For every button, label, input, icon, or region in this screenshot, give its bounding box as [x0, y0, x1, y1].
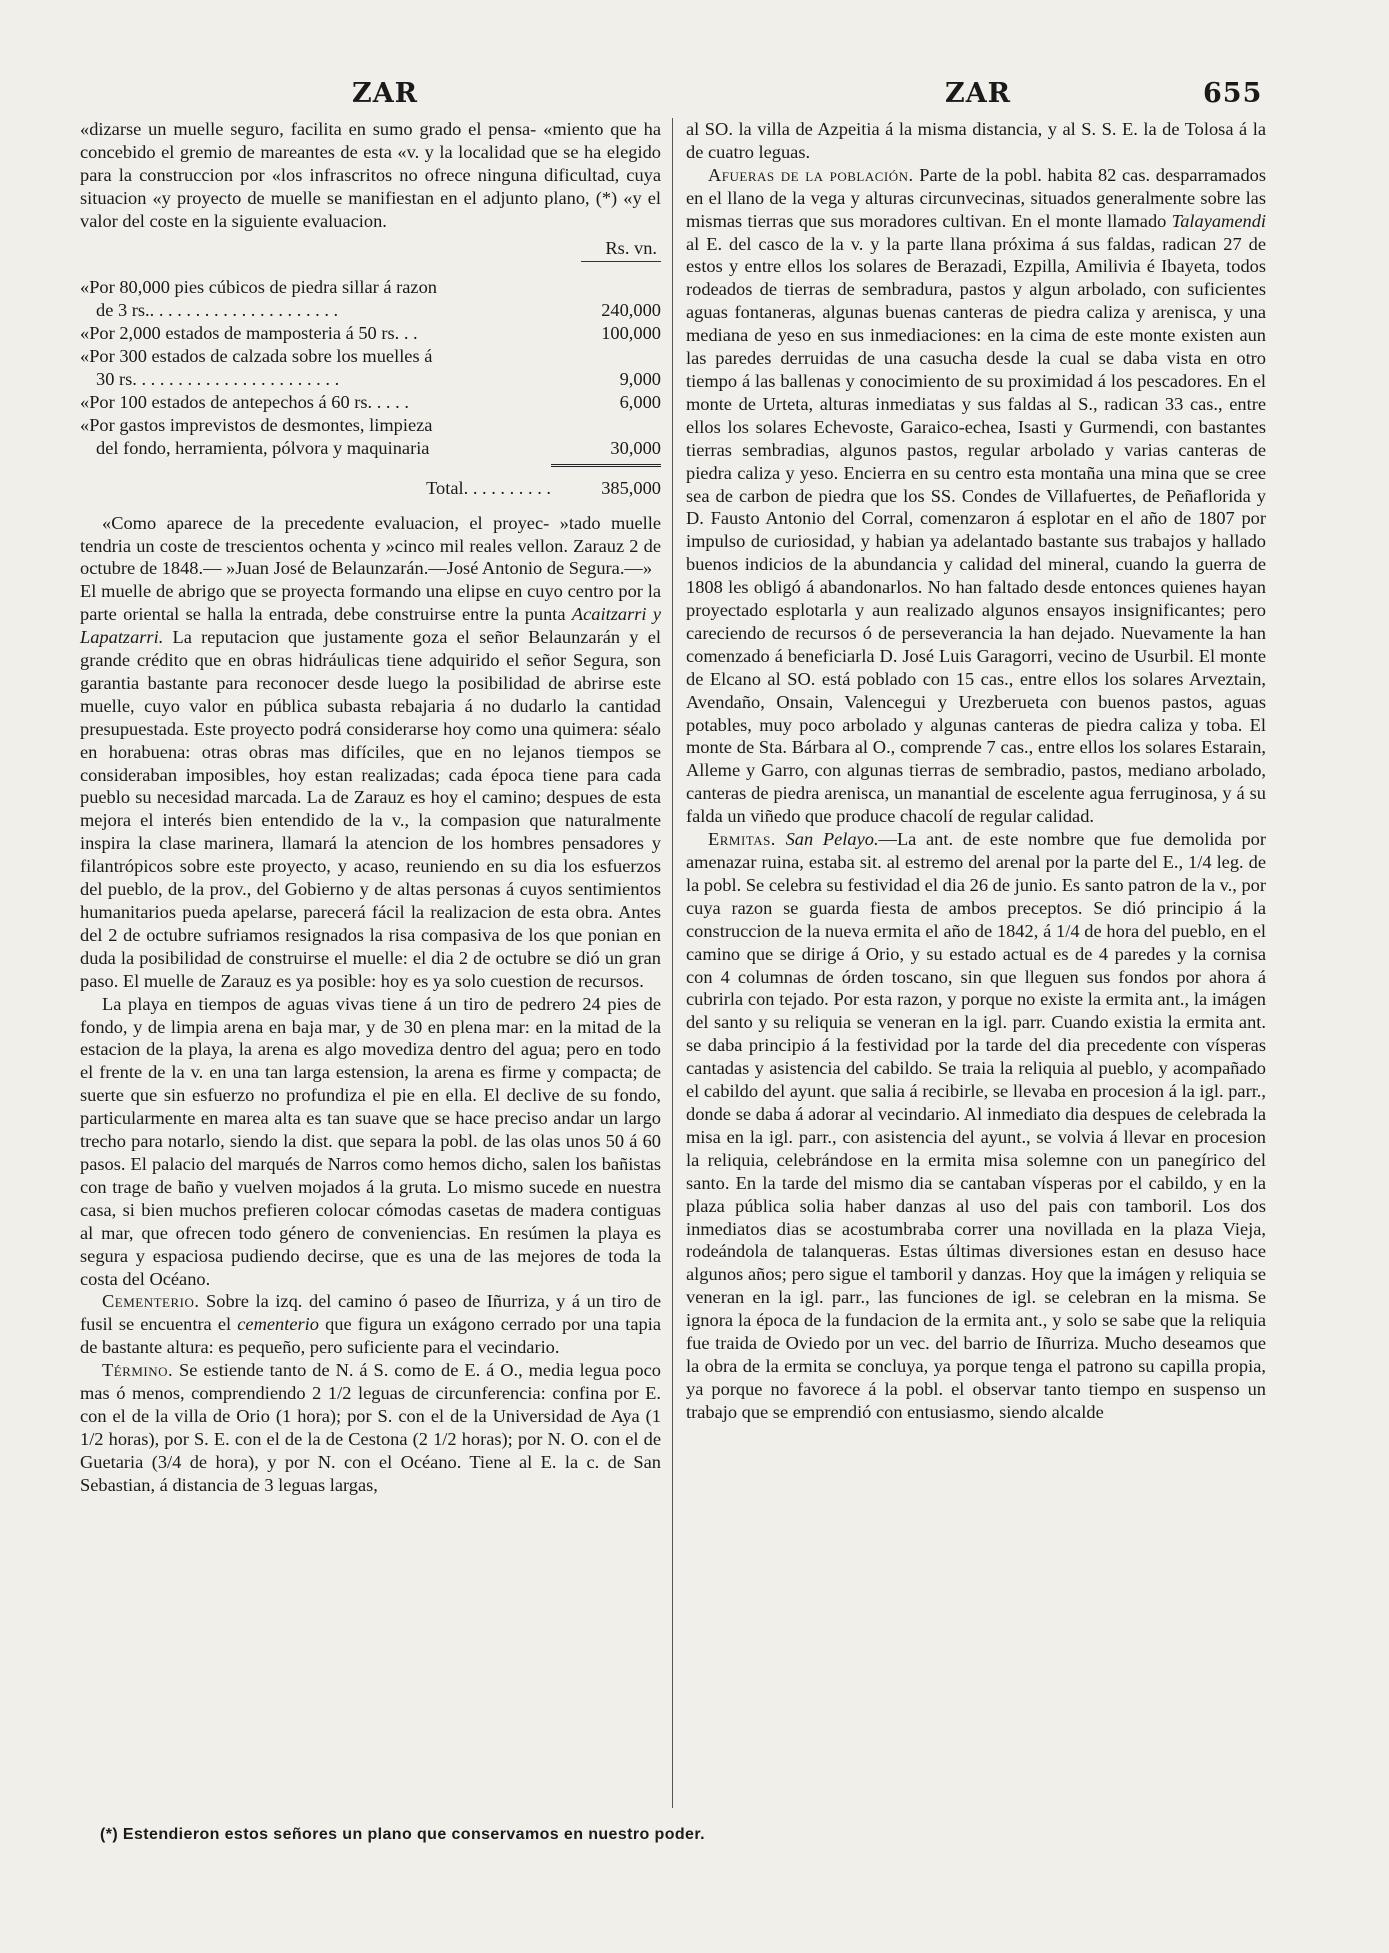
paragraph: La playa en tiempos de aguas vivas tiene á un tiro de pedrero 24 pies de fondo, y de limpia arena en baja mar, y de 30 en plena mar: en la mitad de la estacion de la playa, la arena es algo movediza dentro del agua; pero en todo el frente de la v. en una tan larga estension, la arena es firme y compacta; de suerte que sin esfuerzo no profundiza el pie en ella. El declive de su fondo, particularmente en marea alta es tan suave que se hace preciso andar un largo trecho para notarlo, siendo la dist. que separa la pobl. de las olas unos 50 á 60 pasos. El palacio del marqués de Narros como hemos dicho, salen los bañistas con trage de baño y vuelven mojados á la gruta. Lo mismo sucede en nuestra casa, si bien muchos prefieren colocar cómodas casetas de madera contiguas al mar, que ofrecen todo género de conveniencias. En resúmen la playa es segura y espaciosa pudiendo decirse, que es una de las mejores de toda la costa del Océano.	[80, 993, 661, 1289]
ledger-row	[80, 391, 661, 414]
paragraph-ermitas: Ermitas. San Pelayo.—La ant. de este nombre que fue demolida por amenazar ruina, estaba sit. al estremo del arenal por la parte del E., 1/4 leg. de la pobl. Se celebra su festividad el dia 26 de junio. Es santo patron de la v., por cuya razon se guarda fiesta de ambos preceptos. Se dió principio á la construccion de la nueva ermita el año de 1842, á 1/4 de hora del pueblo, en el camino que se dirige á Orio, y su estado actual es de 4 paredes y la cornisa con 4 columnas de órden toscano, sin que lleguen sus fondos por ahora á cubrirla con tejado. Por esta razon, y porque no existe la ermita ant., la imágen del santo y su reliquia se veneran en la igl. parr. Cuando existia la ermita ant. se daba principio á la festividad por la tarde del dia precedente con vísperas cantadas y asistencia del cabildo. Se traia la reliquia al pueblo, y acompañado el cabildo del ayunt. que salia á recibirle, se llevaba en procesion á la igl. parr., donde se daba á adorar al vecindario. Al inmediato dia despues de celebrada la misa en la igl. parr., con asistencia del ayunt., se volvia á llevar en procesion la reliquia, celebrándose en la ermita misa solemne con un panegírico del santo. En la tarde del mismo dia se cantaban vísperas por el cabildo, y en la plaza pública solia haber danzas al uso del pais con tamboril. Los dos inmediatos dias se acostumbraba correr una novillada en la plaza Vieja, rodeándola de talanqueras. Estas últimas diversiones estan en desuso hace algunos años; pero sigue el tamboril y danzas. Hoy que la imágen y reliquia se veneran en la igl. parr., las funciones de igl. se celebran en la misma. Se ignora la época de la fundacion de la ermita ant., y solo se sabe que la reliquia fue traida de Oviedo por un vec. del barrio de Iñurriza. Mucho deseamos que la obra de la ermita se concluya, ya porque tenga el patrono su capilla propia, ya porque no favorece á la pobl. el observar tanto tiempo en suspenso un trabajo que se emprendió con entusiasmo, siendo alcalde	[686, 829, 1266, 1422]
place-name: Talayamendi	[1171, 210, 1266, 231]
cost-ledger	[80, 276, 661, 459]
ledger-row	[80, 414, 661, 437]
section-title: Afueras de la población.	[708, 164, 914, 185]
right-column	[686, 118, 1266, 1424]
ledger-header-rule	[581, 261, 661, 262]
ledger-desc: «Por 100 estados de antepechos á 60 rs. . . . .	[80, 391, 409, 412]
ledger-desc: «Por 300 estados de calzada sobre los muelles á	[80, 346, 433, 367]
paragraph-afueras: Afueras de la población. Parte de la pobl. habita 82 cas. desparramados en el llano de la vega y alturas circunvecinas, situados generalmente sobre las mismas tierras que sus moradores cultivan. En el monte llamado Talayamendi al E. del casco de la v. y la parte llana próxima á sus faldas, radican 27 de estos y entre ellos los solares de Berazadi, Ezpilla, Amilivia é Ibayeta, todos rodeados de tierras de sembradura, pastos y algun arbolado, con suficientes aguas fontaneras, algunas buenas canteras de piedra caliza y arenisca, y una mediana de yeso en sus inmediaciones: en la cima de este monte existen aun las paredes derruidas de una casucha desde la cual se daba vista en otro tiempo á las ballenas y conocimiento de su proximidad á los pescadores. En el monte de Urteta, alturas inmediatas y sus faldas al S., radican 33 cas., entre ellos los solares Echevoste, Garaico-echea, Isasti y Gurmendi, con bastantes tierras sembradias, algunos pastos, regular arbolado y varias canteras de piedra caliza y yeso. Encierra en su centro esta montaña una mina que se cree sea de carbon de piedra que los SS. Condes de Villafuertes, de Peñaflorida y D. Fausto Antonio del Corral, comenzaron á esplotar en el año de 1807 por impulso de curiosidad, y habian ya adelantado bastante sus trabajos y hallado buenos indicios de la abundancia y calidad del mineral, cuando la guerra de 1808 les obligó á abandonarlos. No han faltado desde entonces quienes hayan proyectado esplotarla y aun realizado algunos ensayos insignificantes; pero careciendo de recursos ó de perseverancia la han dejado. Nuevamente la han comenzado á beneficiarla D. José Luis Garagorri, vecino de Usurbil. El monte de Elcano al SO. está poblado con 15 cas., entre ellos los solares Arveztain, Avendaño, Onsain, Valencegui y Urezberueta con buenos pastos, aguas potables, muy poco arbolado y algunas canteras de piedra caliza y toba. El monte de Sta. Bárbara al O., comprende 7 cas., entre ellos los solares Estarain, Alleme y Garro, con algunas tierras de sembradio, pastos, mediano arbolado, canteras de piedra arenisca, un manantial de escelente agua ferruginosa, y á su falda un viñedo que produce chacolí de regular calidad.	[686, 164, 1266, 827]
section-title: Ermitas.	[708, 829, 776, 850]
total-label: Total. . . . . . . . . .	[426, 477, 551, 498]
ledger-currency-header: Rs. vn.	[605, 237, 657, 258]
ledger-row	[80, 299, 661, 322]
paragraph: al SO. la villa de Azpeitia á la misma distancia, y al S. S. E. la de Tolosa á la de cuatro leguas.	[686, 119, 1266, 162]
ledger-row	[80, 368, 661, 391]
page-number: 655	[1203, 78, 1263, 109]
column-divider	[672, 118, 673, 1808]
ledger-row	[80, 322, 661, 345]
paragraph: El muelle de abrigo que se proyecta formando una elipse en cuyo centro por la parte oriental se halla la entrada, debe construirse entre la punta Acaitzarri y Lapatzarri. La reputacion que justamente goza el señor Belaunzarán y el grande crédito que en obras hidráulicas tiene adquirido el señor Segura, son garantia bastante para reconocer desde luego la posibilidad de abrirse este muelle, cuyo valor en pública subasta rebajaria á no dudarlo la cantidad presupuestada. Este proyecto podrá considerarse hoy como una quimera: séalo en horabuena: otras obras mas difíciles, que en no lejanos tiempos se consideraban imposibles, hoy estan realizadas; cada época tiene para cada pueblo su necesidad marcada. La de Zarauz es hoy el camino; despues de esta mejora el interés bien entendido de la v., la compasion que naturalmente inspira la clase marinera, llamará la atencion de los hombres pensadores y filantrópicos sobre este proyecto, y acaso, reuniendo en su dia los esfuerzos del pueblo, de la prov., del Gobierno y de altas personas á cuyos sentimientos humanitarios pueda apelarse, parecerá fácil la realizacion de esta obra. Antes del 2 de octubre sufriamos resignados la risa compasiva de los que ponian en duda la posibilidad de construirse el muelle: el dia 2 de octubre se dió un gran paso. El muelle de Zarauz es ya posible: hoy es ya solo cuestion de recursos.	[80, 581, 661, 991]
paragraph-cementerio: Cementerio. Sobre la izq. del camino ó paseo de Iñurriza, y á un tiro de fusil se encuentra el cementerio que figura un exágono cerrado por una tapia de bastante altura: es pequeño, pero suficiente para el vecindario.	[80, 1291, 662, 1358]
ledger-amount: 6,000	[619, 391, 661, 412]
ledger-desc-cont: del fondo, herramienta, pólvora y maquinaria	[96, 437, 430, 458]
ledger-desc: «Por gastos imprevistos de desmontes, limpieza	[80, 414, 433, 435]
ledger-desc-cont: de 3 rs.. . . . . . . . . . . . . . . . . . . . .	[96, 300, 339, 321]
running-head-left: ZAR	[352, 78, 419, 109]
running-head-center: ZAR	[945, 78, 1012, 109]
ledger-desc-cont: 30 rs. . . . . . . . . . . . . . . . . . . . . . .	[96, 369, 340, 390]
ledger-amount: 9,000	[619, 369, 661, 390]
saint-name: San Pelayo.	[785, 829, 879, 850]
left-column	[80, 118, 661, 1497]
section-title: Término.	[102, 1360, 174, 1381]
ledger-amount: 240,000	[601, 300, 661, 321]
ledger-amount: 100,000	[601, 323, 661, 344]
sum-rule	[551, 464, 661, 469]
footnote: (*) Estendieron estos señores un plano que conservamos en nuestro poder.	[100, 1826, 705, 1843]
ledger-row	[80, 345, 661, 368]
ledger-row	[80, 276, 661, 299]
ledger-desc: «Por 2,000 estados de mamposteria á 50 rs. . .	[80, 323, 418, 344]
place-name: Acaitzarri y Lapatzarri.	[80, 604, 661, 648]
ledger-amount: 30,000	[610, 437, 661, 458]
total-amount: 385,000	[601, 477, 661, 498]
paragraph-termino: Término. Se estiende tanto de N. á S. como de E. á O., media legua poco mas ó menos, comprendiendo 2 1/2 leguas de circunferencia: confina por E. con el de la villa de Orio (1 hora); por S. con el de la Universidad de Aya (1 1/2 horas), por S. E. con el de la de Cestona (2 1/2 horas); por N. O. con el de Guetaria (3/4 de hora), y por N. con el Océano. Tiene al E. la c. de San Sebastian, á distancia de 3 leguas largas,	[80, 1360, 661, 1495]
ledger-row	[80, 437, 661, 460]
ledger-desc: «Por 80,000 pies cúbicos de piedra sillar á razon	[80, 277, 437, 298]
paragraph: «Como aparece de la precedente evaluacion, el proyec- »tado muelle tendria un coste de trescientos ochenta y »cinco mil reales vellon. Zarauz 2 de octubre de 1848.— »Juan José de Belaunzarán.—José Antonio de Segura.—»	[80, 512, 661, 579]
ledger-total	[80, 477, 661, 500]
section-title: Cementerio.	[102, 1291, 200, 1312]
paragraph: «dizarse un muelle seguro, facilita en sumo grado el pensa- «miento que ha concebido el gremio de mareantes de esta «v. y la localidad que se ha elegido para la construccion por «los infrascritos no ofrece ninguna dificultad, cuya situacion «y proyecto de muelle se manifiestan en el adjunto plano, (*) «y el valor del coste en la siguiente evaluacion.	[80, 119, 661, 231]
